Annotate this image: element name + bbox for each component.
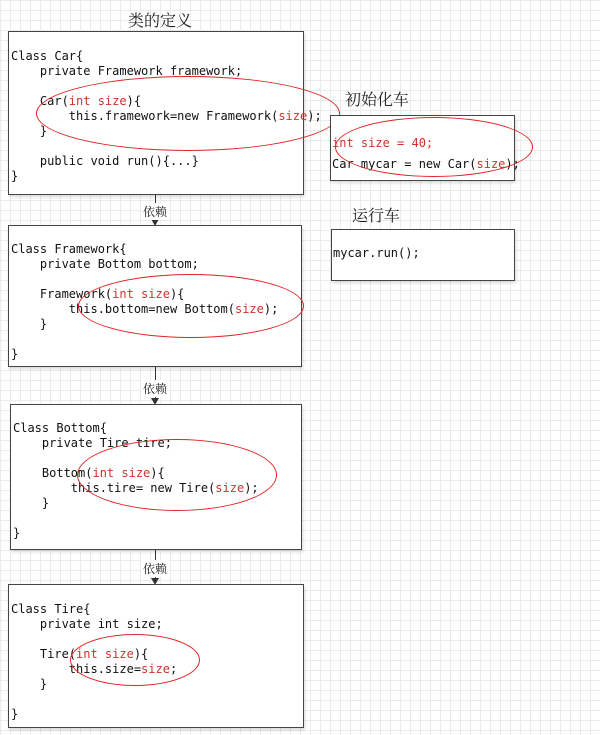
code-line-blank bbox=[13, 451, 259, 466]
code-text: this.framework=new Framework( bbox=[11, 109, 279, 123]
class-definition-title: 类的定义 bbox=[128, 11, 193, 30]
code-line: } bbox=[11, 677, 48, 691]
code-text: Framework( bbox=[11, 287, 113, 301]
dependency-label: 依赖 bbox=[143, 382, 168, 396]
code-line bbox=[13, 481, 259, 496]
code-line: } bbox=[11, 124, 48, 138]
code-text: ){ bbox=[126, 94, 142, 108]
code-line: private int size; bbox=[11, 617, 163, 631]
code-line-blank bbox=[11, 139, 322, 154]
dependency-label: 依赖 bbox=[143, 562, 168, 576]
car-class-code bbox=[11, 49, 322, 184]
code-line bbox=[332, 154, 520, 175]
code-text: ); bbox=[244, 481, 259, 495]
tire-class-code bbox=[11, 602, 177, 722]
code-line bbox=[11, 302, 278, 317]
code-text: this.bottom=new Bottom( bbox=[11, 302, 235, 316]
code-line: int size = 40; bbox=[332, 136, 434, 150]
code-line bbox=[11, 109, 322, 124]
arg-highlight: size bbox=[141, 662, 170, 676]
param-highlight: int size bbox=[112, 287, 170, 301]
param-highlight: int size bbox=[68, 94, 127, 108]
code-line: } bbox=[11, 317, 48, 331]
init-car-title: 初始化车 bbox=[345, 90, 410, 109]
code-line bbox=[11, 662, 177, 677]
code-line-blank bbox=[11, 79, 322, 94]
code-line-blank bbox=[11, 272, 278, 287]
code-line: } bbox=[11, 707, 19, 721]
code-text: ){ bbox=[169, 287, 185, 301]
code-line bbox=[11, 647, 177, 662]
code-text: ); bbox=[307, 109, 322, 123]
code-line-blank bbox=[11, 632, 177, 647]
code-text: Bottom( bbox=[13, 466, 93, 480]
run-car-title: 运行车 bbox=[352, 206, 401, 225]
code-line bbox=[11, 287, 278, 302]
code-text: ); bbox=[505, 157, 520, 171]
param-highlight: int size bbox=[92, 466, 151, 480]
bottom-class-code bbox=[13, 421, 259, 541]
code-text: this.size= bbox=[11, 662, 142, 676]
code-text: Car mycar = new Car( bbox=[332, 157, 477, 171]
code-text: ); bbox=[263, 302, 279, 316]
code-line: } bbox=[13, 526, 21, 540]
code-line bbox=[11, 94, 322, 109]
code-line: Class Bottom{ bbox=[13, 421, 107, 435]
code-line-blank bbox=[11, 332, 278, 347]
code-line: } bbox=[13, 496, 50, 510]
code-line bbox=[13, 466, 259, 481]
arg-highlight: size bbox=[476, 157, 506, 171]
init-car-code bbox=[332, 133, 520, 175]
code-line: private Bottom bottom; bbox=[11, 257, 199, 271]
code-text: ){ bbox=[150, 466, 165, 480]
code-line: public void run(){...} bbox=[11, 154, 199, 168]
code-text: ; bbox=[169, 662, 178, 676]
code-text: Car( bbox=[11, 94, 69, 108]
code-text: Tire( bbox=[11, 647, 77, 661]
code-line-blank bbox=[11, 692, 177, 707]
code-line: Class Tire{ bbox=[11, 602, 91, 616]
arg-highlight: size bbox=[215, 481, 245, 495]
run-car-code bbox=[333, 246, 420, 261]
arg-highlight: size bbox=[234, 302, 264, 316]
code-line-blank bbox=[13, 511, 259, 526]
code-text: this.tire= new Tire( bbox=[13, 481, 216, 495]
code-line: private Framework framework; bbox=[11, 64, 243, 78]
code-line: private Tire tire; bbox=[13, 436, 172, 450]
dependency-label: 依赖 bbox=[143, 205, 168, 219]
arg-highlight: size bbox=[278, 109, 308, 123]
code-line: } bbox=[11, 169, 19, 183]
code-line: Class Framework{ bbox=[11, 242, 127, 256]
code-line: Class Car{ bbox=[11, 49, 84, 63]
code-line: } bbox=[11, 347, 19, 361]
param-highlight: int size bbox=[76, 647, 134, 661]
code-line: mycar.run(); bbox=[333, 246, 420, 260]
code-text: ){ bbox=[133, 647, 149, 661]
framework-class-code bbox=[11, 242, 278, 362]
